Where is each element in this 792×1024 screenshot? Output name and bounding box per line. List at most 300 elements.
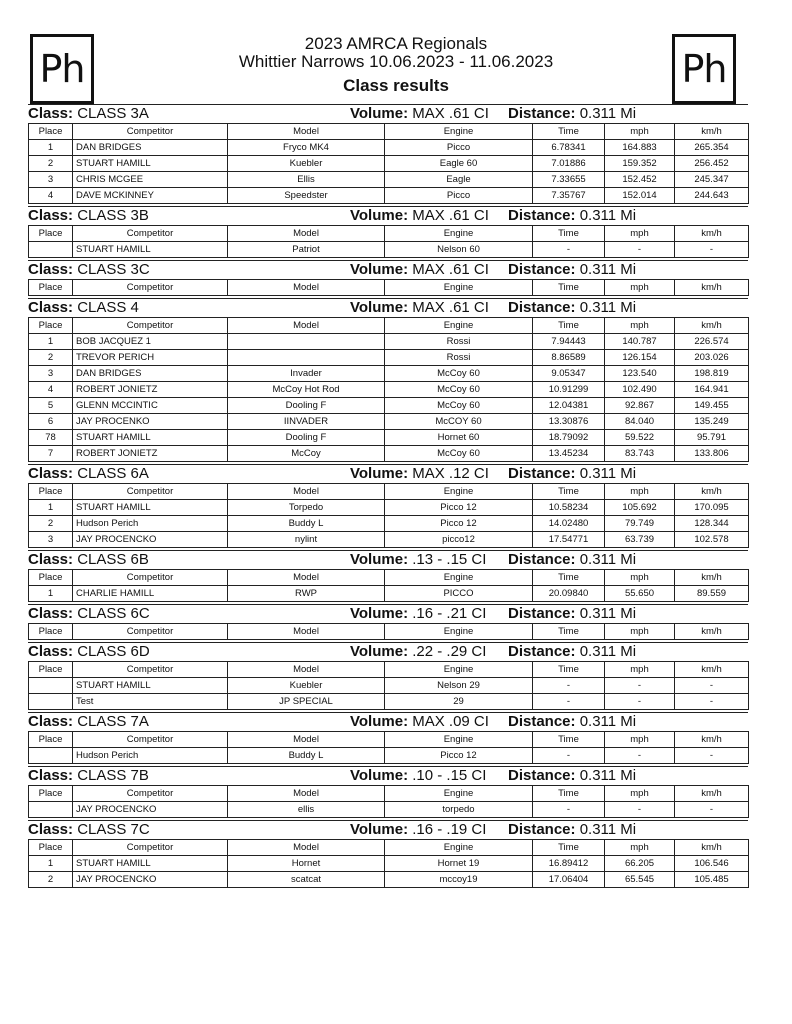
results-table [28,661,749,710]
cell-mph: 63.739 [605,532,675,548]
cell-place: 1 [29,586,73,602]
class-distance-group [508,605,636,623]
class-distance-group [508,551,636,569]
column-header-competitor: Competitor [73,484,228,500]
class-header [28,820,748,839]
cell-mph: 66.205 [605,856,675,872]
cell-kmh: 164.941 [675,382,749,398]
cell-engine: Picco [385,140,533,156]
volume-label: Volume: [350,105,409,122]
column-header-time: Time [533,840,605,856]
cell-kmh: 95.791 [675,430,749,446]
class-name: CLASS 3B [77,207,149,224]
class-volume: MAX .61 CI [412,207,489,224]
cell-time: 17.06404 [533,872,605,888]
results-table [28,225,749,258]
cell-mph: 159.352 [605,156,675,172]
class-label: Class: [28,551,74,568]
table-row [29,586,749,602]
column-header-kmh: km/h [675,484,749,500]
table-row [29,334,749,350]
cell-kmh: 256.452 [675,156,749,172]
cell-model: RWP [228,586,385,602]
table-row [29,242,749,258]
class-header [28,464,748,483]
results-table [28,279,749,296]
column-header-place: Place [29,318,73,334]
column-header-mph: mph [605,662,675,678]
class-volume-group [350,551,486,569]
column-header-time: Time [533,732,605,748]
cell-place: 7 [29,446,73,462]
column-header-engine: Engine [385,786,533,802]
column-header-place: Place [29,226,73,242]
cell-place [29,242,73,258]
column-header-kmh: km/h [675,570,749,586]
cell-mph: 123.540 [605,366,675,382]
cell-place [29,748,73,764]
column-header-mph: mph [605,732,675,748]
column-header-time: Time [533,570,605,586]
column-header-competitor: Competitor [73,732,228,748]
cell-kmh: - [675,748,749,764]
column-header-mph: mph [605,624,675,640]
class-section [28,104,748,204]
cell-kmh: - [675,242,749,258]
cell-kmh: 265.354 [675,140,749,156]
class-name: CLASS 6B [77,551,149,568]
column-header-place: Place [29,786,73,802]
cell-mph: - [605,802,675,818]
class-volume: .16 - .19 CI [412,821,487,838]
class-distance-group [508,713,636,731]
table-row [29,856,749,872]
cell-engine: 29 [385,694,533,710]
class-distance: 0.311 Mi [579,605,637,622]
cell-engine: Eagle 60 [385,156,533,172]
column-header-mph: mph [605,570,675,586]
cell-mph: 83.743 [605,446,675,462]
cell-place: 1 [29,140,73,156]
cell-place: 78 [29,430,73,446]
class-label: Class: [28,821,74,838]
cell-mph: 140.787 [605,334,675,350]
cell-time: 13.30876 [533,414,605,430]
cell-model [228,334,385,350]
distance-label: Distance: [508,207,576,224]
cell-place: 2 [29,350,73,366]
volume-label: Volume: [350,605,409,622]
cell-place: 3 [29,366,73,382]
column-header-model: Model [228,484,385,500]
cell-engine: McCOY 60 [385,414,533,430]
distance-label: Distance: [508,713,576,730]
table-header-row [29,624,749,640]
cell-time: 12.04381 [533,398,605,414]
cell-competitor: Hudson Perich [73,748,228,764]
cell-model: Dooling F [228,430,385,446]
class-volume-group [350,299,489,317]
cell-competitor: STUART HAMILL [73,156,228,172]
class-header [28,604,748,623]
column-header-kmh: km/h [675,318,749,334]
cell-time: 9.05347 [533,366,605,382]
class-name-group [28,551,149,569]
cell-mph: 79.749 [605,516,675,532]
cell-engine: McCoy 60 [385,382,533,398]
class-name-group [28,299,139,317]
cell-mph: - [605,242,675,258]
class-label: Class: [28,261,74,278]
cell-kmh: 245.347 [675,172,749,188]
column-header-competitor: Competitor [73,662,228,678]
class-distance: 0.311 Mi [579,105,637,122]
class-volume-group [350,465,489,483]
cell-place: 3 [29,172,73,188]
table-row [29,140,749,156]
column-header-competitor: Competitor [73,570,228,586]
cell-competitor: STUART HAMILL [73,856,228,872]
class-name: CLASS 6D [77,643,150,660]
table-row [29,748,749,764]
class-label: Class: [28,605,74,622]
cell-place: 3 [29,532,73,548]
cell-mph: 59.522 [605,430,675,446]
class-distance-group [508,261,636,279]
column-header-engine: Engine [385,840,533,856]
class-header [28,260,748,279]
class-volume: .10 - .15 CI [412,767,487,784]
distance-label: Distance: [508,643,576,660]
column-header-kmh: km/h [675,786,749,802]
cell-time: 8.86589 [533,350,605,366]
cell-engine: Picco 12 [385,500,533,516]
cell-competitor: CHARLIE HAMILL [73,586,228,602]
cell-kmh: 244.643 [675,188,749,204]
cell-kmh: 203.026 [675,350,749,366]
column-header-kmh: km/h [675,280,749,296]
column-header-time: Time [533,280,605,296]
distance-label: Distance: [508,465,576,482]
volume-label: Volume: [350,767,409,784]
table-row [29,802,749,818]
cell-kmh: 198.819 [675,366,749,382]
class-section [28,766,748,818]
class-volume: MAX .09 CI [412,713,489,730]
table-header-row [29,124,749,140]
cell-time: - [533,802,605,818]
class-name-group [28,605,150,623]
class-section [28,260,748,296]
column-header-place: Place [29,280,73,296]
distance-label: Distance: [508,605,576,622]
cell-time: - [533,748,605,764]
cell-model: Kuebler [228,678,385,694]
column-header-competitor: Competitor [73,226,228,242]
results-table [28,317,749,462]
column-header-engine: Engine [385,624,533,640]
column-header-engine: Engine [385,226,533,242]
ph-logo-right: Ph [672,34,736,104]
cell-kmh: 128.344 [675,516,749,532]
cell-place: 4 [29,382,73,398]
cell-competitor: STUART HAMILL [73,500,228,516]
cell-kmh: 226.574 [675,334,749,350]
cell-mph: - [605,694,675,710]
ph-logo-left: Ph [30,34,94,104]
column-header-place: Place [29,662,73,678]
class-name-group [28,821,150,839]
class-name: CLASS 7B [77,767,149,784]
column-header-engine: Engine [385,484,533,500]
table-row [29,694,749,710]
column-header-time: Time [533,624,605,640]
table-row [29,446,749,462]
class-distance: 0.311 Mi [579,551,637,568]
cell-model: Speedster [228,188,385,204]
class-name-group [28,713,149,731]
distance-label: Distance: [508,551,576,568]
column-header-model: Model [228,786,385,802]
results-table [28,839,749,888]
table-header-row [29,786,749,802]
cell-model: McCoy [228,446,385,462]
cell-time: 13.45234 [533,446,605,462]
column-header-model: Model [228,280,385,296]
cell-place: 2 [29,516,73,532]
column-header-time: Time [533,786,605,802]
class-section [28,550,748,602]
class-distance: 0.311 Mi [579,713,637,730]
column-header-mph: mph [605,786,675,802]
class-label: Class: [28,207,74,224]
cell-competitor: DAN BRIDGES [73,140,228,156]
cell-time: 7.33655 [533,172,605,188]
column-header-engine: Engine [385,732,533,748]
class-header [28,712,748,731]
cell-competitor: Test [73,694,228,710]
column-header-time: Time [533,484,605,500]
results-table [28,623,749,640]
cell-place [29,802,73,818]
cell-mph: 65.545 [605,872,675,888]
column-header-engine: Engine [385,570,533,586]
column-header-time: Time [533,662,605,678]
class-distance-group [508,105,636,123]
cell-mph: 152.452 [605,172,675,188]
cell-competitor: JAY PROCENKO [73,414,228,430]
column-header-kmh: km/h [675,124,749,140]
class-volume-group [350,767,486,785]
table-row [29,500,749,516]
table-header-row [29,570,749,586]
class-section [28,298,748,462]
class-distance-group [508,465,636,483]
column-header-mph: mph [605,226,675,242]
class-header [28,298,748,317]
cell-time: 7.94443 [533,334,605,350]
cell-model: JP SPECIAL [228,694,385,710]
cell-mph: 105.692 [605,500,675,516]
column-header-kmh: km/h [675,732,749,748]
distance-label: Distance: [508,767,576,784]
class-volume-group [350,821,486,839]
cell-time: 7.01886 [533,156,605,172]
column-header-mph: mph [605,280,675,296]
table-header-row [29,840,749,856]
event-venue-dates: Whittier Narrows 10.06.2023 - 11.06.2023 [238,52,554,71]
column-header-competitor: Competitor [73,280,228,296]
volume-label: Volume: [350,551,409,568]
page-title: Class results [343,76,449,95]
cell-model: Patriot [228,242,385,258]
cell-model: Dooling F [228,398,385,414]
cell-time: 7.35767 [533,188,605,204]
cell-place: 1 [29,500,73,516]
results-table [28,569,749,602]
cell-competitor: JAY PROCENCKO [73,532,228,548]
class-name-group [28,207,149,225]
cell-engine: Nelson 29 [385,678,533,694]
class-header [28,104,748,123]
cell-kmh: - [675,694,749,710]
class-volume: MAX .61 CI [412,261,489,278]
class-distance-group [508,643,636,661]
cell-time: 18.79092 [533,430,605,446]
class-name: CLASS 6C [77,605,150,622]
cell-model: McCoy Hot Rod [228,382,385,398]
table-row [29,516,749,532]
class-volume: .13 - .15 CI [412,551,487,568]
distance-label: Distance: [508,821,576,838]
cell-place: 1 [29,334,73,350]
column-header-engine: Engine [385,662,533,678]
column-header-place: Place [29,624,73,640]
cell-competitor: DAN BRIDGES [73,366,228,382]
cell-competitor: GLENN MCCINTIC [73,398,228,414]
cell-competitor: STUART HAMILL [73,430,228,446]
column-header-mph: mph [605,484,675,500]
class-volume: MAX .12 CI [412,465,489,482]
cell-model: nylint [228,532,385,548]
class-volume-group [350,261,489,279]
cell-kmh: - [675,678,749,694]
cell-mph: 84.040 [605,414,675,430]
volume-label: Volume: [350,465,409,482]
column-header-time: Time [533,318,605,334]
cell-kmh: 106.546 [675,856,749,872]
class-volume-group [350,643,486,661]
cell-time: 6.78341 [533,140,605,156]
column-header-competitor: Competitor [73,318,228,334]
class-volume-group [350,605,486,623]
cell-mph: - [605,678,675,694]
class-distance-group [508,207,636,225]
table-row [29,366,749,382]
table-row [29,398,749,414]
table-row [29,156,749,172]
column-header-model: Model [228,662,385,678]
class-section [28,712,748,764]
volume-label: Volume: [350,261,409,278]
table-header-row [29,484,749,500]
cell-time: 14.02480 [533,516,605,532]
class-distance: 0.311 Mi [579,465,637,482]
column-header-place: Place [29,570,73,586]
volume-label: Volume: [350,821,409,838]
results-table [28,731,749,764]
cell-competitor: Hudson Perich [73,516,228,532]
class-distance-group [508,299,636,317]
cell-mph: 55.650 [605,586,675,602]
class-name-group [28,105,149,123]
class-distance: 0.311 Mi [579,261,637,278]
cell-time: 10.91299 [533,382,605,398]
column-header-model: Model [228,840,385,856]
column-header-competitor: Competitor [73,840,228,856]
table-header-row [29,732,749,748]
distance-label: Distance: [508,299,576,316]
cell-competitor: ROBERT JONIETZ [73,382,228,398]
class-label: Class: [28,643,74,660]
class-volume-group [350,713,489,731]
class-name: CLASS 6A [77,465,149,482]
cell-competitor: BOB JACQUEZ 1 [73,334,228,350]
class-header [28,766,748,785]
cell-place: 2 [29,156,73,172]
class-header [28,206,748,225]
class-section [28,464,748,548]
class-name-group [28,465,149,483]
column-header-mph: mph [605,840,675,856]
cell-model: Fryco MK4 [228,140,385,156]
cell-time: 20.09840 [533,586,605,602]
class-header [28,642,748,661]
column-header-place: Place [29,124,73,140]
class-name-group [28,643,150,661]
table-row [29,430,749,446]
class-distance: 0.311 Mi [579,299,637,316]
results-table [28,123,749,204]
cell-kmh: 133.806 [675,446,749,462]
cell-kmh: 89.559 [675,586,749,602]
table-header-row [29,226,749,242]
cell-engine: mccoy19 [385,872,533,888]
cell-place: 1 [29,856,73,872]
column-header-time: Time [533,124,605,140]
cell-mph: 92.867 [605,398,675,414]
cell-kmh: 105.485 [675,872,749,888]
column-header-kmh: km/h [675,840,749,856]
cell-kmh: 149.455 [675,398,749,414]
class-volume: .22 - .29 CI [412,643,487,660]
class-label: Class: [28,465,74,482]
cell-competitor: CHRIS MCGEE [73,172,228,188]
table-row [29,678,749,694]
cell-model: scatcat [228,872,385,888]
cell-engine: Rossi [385,350,533,366]
cell-time: 10.58234 [533,500,605,516]
cell-time: - [533,242,605,258]
cell-mph: - [605,748,675,764]
cell-engine: Picco [385,188,533,204]
cell-kmh: 170.095 [675,500,749,516]
class-section [28,642,748,710]
class-label: Class: [28,767,74,784]
column-header-model: Model [228,226,385,242]
class-name: CLASS 3A [77,105,149,122]
column-header-place: Place [29,840,73,856]
